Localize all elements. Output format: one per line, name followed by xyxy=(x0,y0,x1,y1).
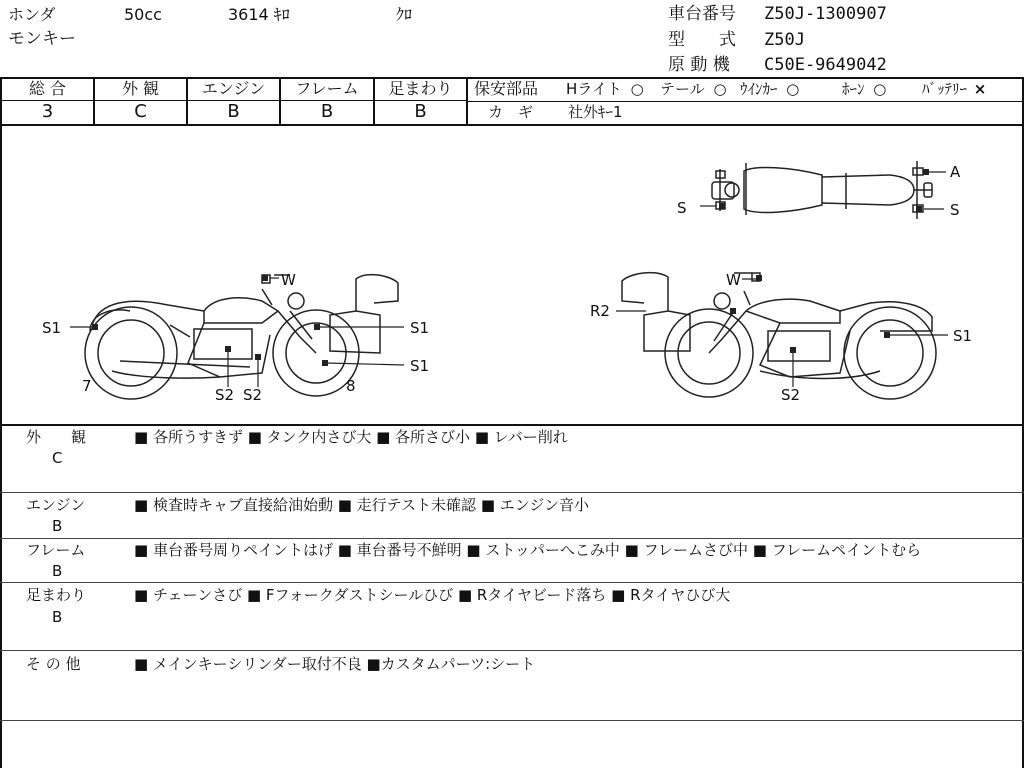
section-title-engine: エンジン xyxy=(26,496,86,514)
marker-w-left xyxy=(262,275,268,281)
grade-header-frame: フレーム xyxy=(295,79,359,98)
safety-item-mark: ○ xyxy=(713,80,727,98)
section-title-frame: フレーム xyxy=(26,541,86,559)
marker-s-left xyxy=(719,203,725,209)
grade-header-suspension: 足まわり xyxy=(388,79,453,98)
marker-s2-right xyxy=(790,347,796,353)
model-name: モンキー xyxy=(8,29,76,49)
notes-top-border xyxy=(0,424,1024,426)
leader-lines xyxy=(70,172,948,387)
safety-item-name: Hライト xyxy=(566,80,622,98)
label-right-s2: S2 xyxy=(781,386,801,404)
grade-header-engine: エンジン xyxy=(201,79,266,98)
label-left-s1-tank: S1 xyxy=(410,319,430,337)
type-value: Z50J xyxy=(764,30,805,50)
safety-label: 保安部品 xyxy=(474,79,539,98)
label-right-w: W xyxy=(726,271,741,289)
safety-item-battery xyxy=(922,82,986,97)
section-text-engine: ■ 検査時キャブ直接給油始動 ■ 走行テスト未確認 ■ エンジン音小 xyxy=(134,496,590,514)
marker-s1-rear xyxy=(92,324,98,330)
engine-label: 原 動 機 xyxy=(668,55,730,75)
damage-markers xyxy=(92,169,929,366)
section-text-suspension: ■ チェーンさび ■ Fフォークダストシールひび ■ Rタイヤビード落ち ■ Rタイヤひび大 xyxy=(134,586,731,604)
notes-row-divider xyxy=(0,720,1024,721)
section-title-suspension: 足まわり xyxy=(26,586,87,604)
notes-row-divider xyxy=(0,582,1024,583)
section-text-other: ■ メインキーシリンダー取付不良 ■カスタムパーツ:シート xyxy=(134,655,536,673)
section-grade-exterior: C xyxy=(52,449,63,467)
grade-col-divider xyxy=(466,77,468,125)
safety-item-horn xyxy=(842,82,886,97)
label-top-a: A xyxy=(950,163,961,181)
notes-row-divider xyxy=(0,538,1024,539)
marker-s1-tank xyxy=(314,324,320,330)
marker-w-right xyxy=(756,275,762,281)
marker-r2 xyxy=(730,308,736,314)
grade-header-overall: 総 合 xyxy=(28,79,67,98)
safety-item-headlight xyxy=(566,82,644,97)
grade-value-overall: 3 xyxy=(41,101,54,122)
marker-s-right xyxy=(916,206,922,212)
marker-s1-right xyxy=(884,332,890,338)
safety-item-mark: ○ xyxy=(786,80,800,98)
notes-row-divider xyxy=(0,492,1024,493)
section-title-other: そ の 他 xyxy=(26,655,81,673)
label-top-s-right: S xyxy=(950,201,960,219)
label-right-s1: S1 xyxy=(953,327,973,345)
diagram-labels xyxy=(42,163,972,404)
type-label: 型 式 xyxy=(668,30,736,50)
mileage: 3614 ｷﾛ xyxy=(228,5,290,24)
label-top-s-left: S xyxy=(677,199,687,217)
label-left-8: 8 xyxy=(346,377,356,395)
marker-a xyxy=(923,169,929,175)
engine-value: C50E-9649042 xyxy=(764,55,887,75)
label-left-7: 7 xyxy=(82,377,92,395)
marker-s1-wheel xyxy=(322,360,328,366)
frame-no-label: 車台番号 xyxy=(668,4,736,24)
notes-row-divider xyxy=(0,650,1024,651)
safety-item-name: ﾎｰﾝ xyxy=(842,80,865,98)
label-right-r2: R2 xyxy=(590,302,610,320)
section-grade-frame: B xyxy=(52,562,63,580)
displacement: 50cc xyxy=(124,5,162,24)
marker-s2-a xyxy=(225,346,231,352)
safety-item-name: テール xyxy=(660,80,705,98)
section-text-frame: ■ 車台番号周りペイントはげ ■ 車台番号不鮮明 ■ ストッパーへこみ中 ■ フレームさび中 ■ フレームペイントむら xyxy=(134,541,922,559)
section-title-exterior: 外 観 xyxy=(26,428,87,446)
key-label: カ ギ xyxy=(488,103,534,121)
safety-item-winker xyxy=(740,82,799,97)
section-grade-suspension: B xyxy=(52,608,63,626)
frame-no-value: Z50J-1300907 xyxy=(764,4,887,24)
grade-header-exterior: 外 観 xyxy=(121,79,160,98)
safety-item-name: ﾊﾞｯﾃﾘｰ xyxy=(922,80,968,98)
grade-value-exterior: C xyxy=(134,101,147,122)
safety-item-name: ｳｲﾝｶｰ xyxy=(740,80,778,98)
safety-item-tail xyxy=(660,82,727,97)
section-text-exterior: ■ 各所うすきず ■ タンク内さび大 ■ 各所さび小 ■ レバー削れ xyxy=(134,428,568,446)
maker-name: ホンダ xyxy=(8,5,56,24)
label-left-s2-b: S2 xyxy=(243,386,263,404)
label-left-w: W xyxy=(281,271,296,289)
top-view-motorcycle xyxy=(712,161,932,219)
body-color: ｸﾛ xyxy=(396,5,413,24)
label-left-s1-rear: S1 xyxy=(42,319,62,337)
grade-value-frame: B xyxy=(320,101,334,122)
grade-value-suspension: B xyxy=(414,101,427,122)
key-value: 社外ｷｰ1 xyxy=(568,103,623,121)
safety-mid-border xyxy=(468,101,1024,102)
safety-item-mark: ○ xyxy=(630,80,644,98)
grade-value-engine: B xyxy=(227,101,240,122)
label-left-s1-wheel: S1 xyxy=(410,357,430,375)
safety-item-mark: ○ xyxy=(873,80,887,98)
section-grade-engine: B xyxy=(52,517,63,535)
marker-s2-b xyxy=(255,354,261,360)
label-left-s2-a: S2 xyxy=(215,386,235,404)
safety-item-mark: × xyxy=(973,80,987,98)
damage-diagram xyxy=(0,125,1024,425)
